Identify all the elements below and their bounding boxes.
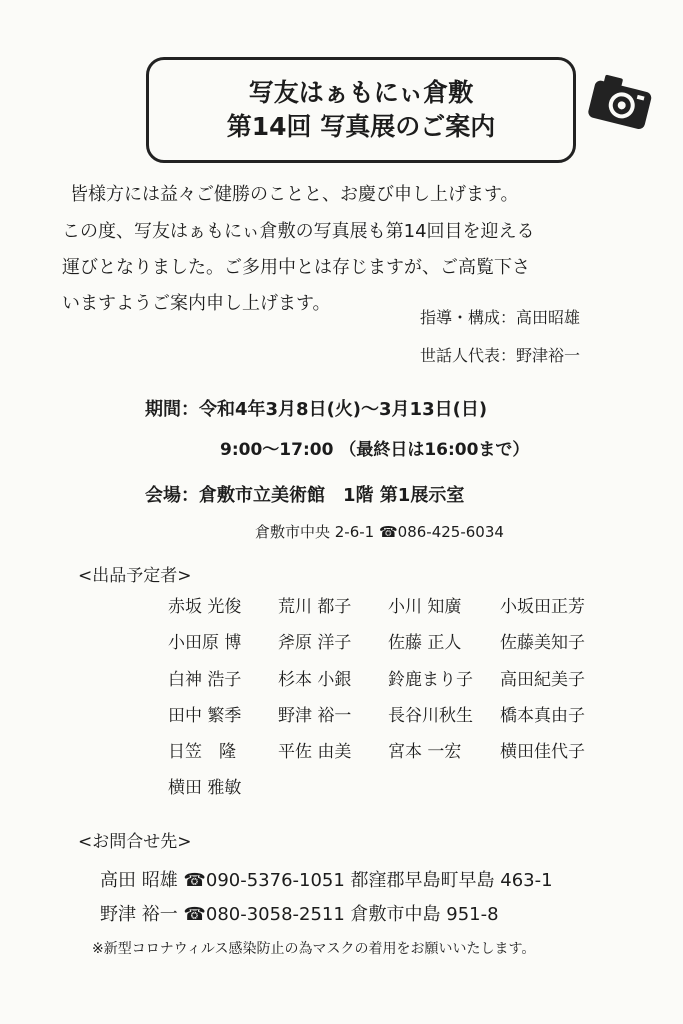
exhibitor-name: 宮本 一宏 [388,742,462,763]
title-line-2: 第14回 写真展のご案内 [226,112,496,141]
greeting-line-2: この度、写友はぁもにぃ倉敷の写真展も第14回目を迎える [62,221,535,242]
exhibitor-grid [168,593,610,811]
camera-icon [583,67,660,133]
exhibitor-name: 白神 浩子 [168,669,242,690]
exhibitor-name: 日笠 隆 [168,742,236,763]
exhibitor-name: 野津 裕一 [278,705,352,726]
exhibitor-name: 平佐 由美 [278,742,352,763]
greeting-line-4: いますようご案内申し上げます。 [62,293,331,314]
exhibitor-name: 杉本 小銀 [278,669,352,690]
exhibitor-name: 佐藤美知子 [500,633,585,654]
exhibitor-name: 小坂田正芳 [500,597,585,617]
exhibitor-name: 佐藤 正人 [388,633,462,654]
exhibitor-name: 田中 繁季 [168,705,242,726]
exhibitor-name: 荒川 都子 [278,597,352,617]
title-line-1: 写友はぁもにぃ倉敷 [248,78,474,107]
period-dates: 期間：令和4年3月8日(火)～3月13日(日) [145,399,488,420]
exhibitors-heading: <出品予定者> [78,566,192,586]
exhibitor-name: 橋本真由子 [500,705,585,726]
exhibitor-name: 小川 知廣 [388,597,462,617]
venue-name: 会場：倉敷市立美術館 1階 第1展示室 [145,485,465,506]
exhibitor-name: 横田佳代子 [500,742,585,763]
exhibitor-name: 高田紀美子 [500,669,585,690]
exhibitor-name: 赤坂 光俊 [168,597,242,617]
exhibitor-name: 斧原 洋子 [278,633,352,654]
greeting-line-3: 運びとなりました。ご多用中とは存じますが、ご高覧下さ [62,257,530,278]
exhibitor-name: 鈴鹿まり子 [388,669,473,690]
exhibitor-name: 横田 雅敏 [168,778,242,799]
venue-address: 倉敷市中央 2-6-1 ☎086-425-6034 [255,523,504,541]
greeting-line-1: 皆様方には益々ご健勝のことと、お慶び申し上げます。 [70,184,519,205]
contact-line-2: 野津 裕一 ☎080-3058-2511 倉敷市中島 951-8 [100,904,499,925]
staff-representative: 世話人代表：野津裕一 [420,346,581,365]
exhibitor-name: 長谷川秋生 [388,705,473,726]
period-hours: 9:00～17:00 （最終日は16:00まで） [220,440,530,460]
notice-text: ※新型コロナウィルス感染防止の為マスクの着用をお願いいたします。 [92,941,536,957]
contact-line-1: 高田 昭雄 ☎090-5376-1051 都窪郡早島町早島 463-1 [100,870,553,891]
exhibitor-name: 小田原 博 [168,633,242,654]
staff-director: 指導・構成：高田昭雄 [420,308,581,327]
title-box [146,57,576,163]
contact-heading: <お問合せ先> [78,832,192,852]
